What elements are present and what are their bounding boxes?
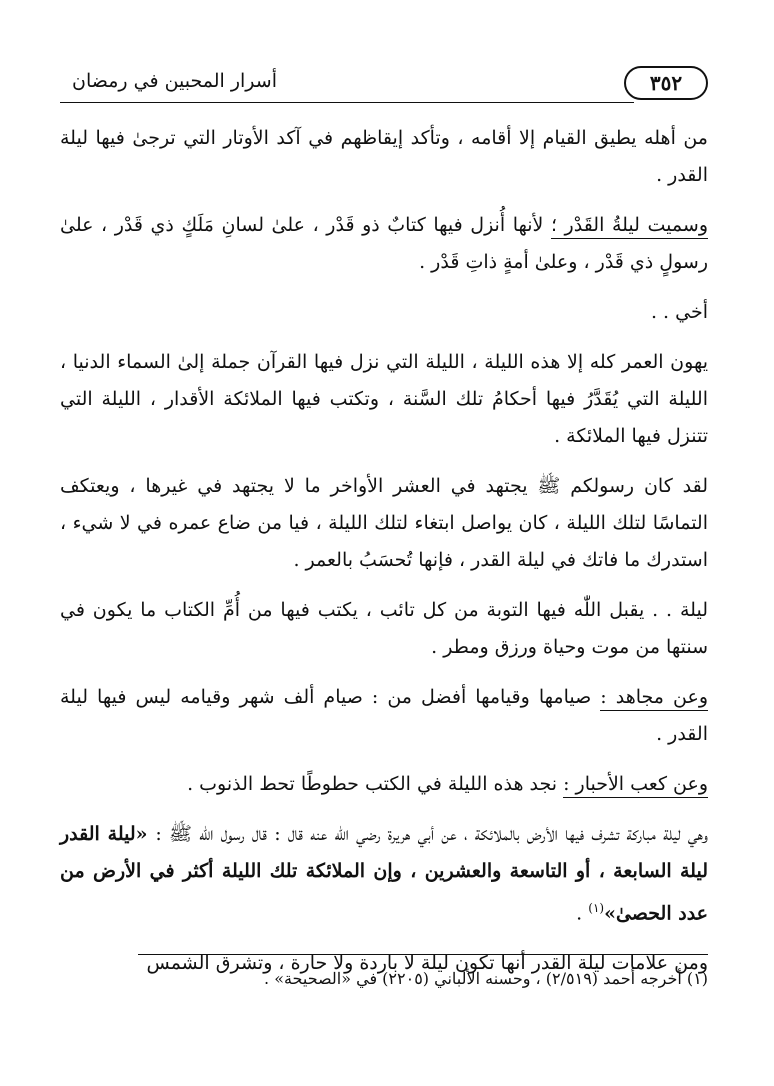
paragraph: وهي ليلة مباركة تشرف فيها الأرض بالملائكة ، عن أبي هريرة رضي الله عنه قال : قال رسول اللّٰه ﷺ : «ليلة القدر ليلة السابعة ، أو التاسعة والعشرين ، وإن الملائكة تلك الليلة أكثر في الأرض من عدد الحصىٰ»$^{(١)}$ . — [60, 823, 708, 925]
page-number-badge — [624, 66, 708, 100]
paragraph: وعن كعب الأحبار : نجد هذه الليلة في الكتب حطوطًا تحط الذنوب . — [60, 766, 708, 803]
footnote: (١) أخرجه أحمد (٢/٥١٩) ، وحسنه الألباني (٢٢٠٥) في «الصحيحة» . — [264, 969, 708, 988]
header-divider — [60, 102, 634, 103]
underlined-lead: وعن كعب الأحبار : — [563, 773, 708, 798]
paragraph: من أهله يطيق القيام إلا أقامه ، وتأكد إيقاظهم في آكد الأوتار التي ترجىٰ فيها ليلة القدر . — [60, 127, 708, 186]
running-title: أسرار المحبين في رمضان — [72, 70, 277, 92]
page-header — [60, 62, 708, 102]
page-number: ٣٥٢ — [649, 71, 683, 95]
paragraph: أخي . . — [650, 301, 708, 323]
page-body — [60, 120, 708, 995]
paragraph: وسميت ليلةُ القَدْر ؛ لأنها أُنزل فيها كتابٌ ذو قَدْر ، علىٰ لسانِ مَلَكٍ ذي قَدْر ، علىٰ رسولٍ ذي قَدْر ، وعلىٰ أمةٍ ذاتِ قَدْر . — [60, 214, 708, 273]
hadith-quote: «ليلة القدر ليلة السابعة ، أو التاسعة والعشرين ، وإن الملائكة تلك الليلة أكثر في الأرض من عدد الحصىٰ» — [60, 823, 708, 925]
paragraph: ومن علامات ليلة القدر أنها تكون ليلة لا باردة ولا حارة ، وتشرق الشمس — [146, 952, 708, 975]
footnote-marker: (١) — [588, 901, 605, 915]
footnote-divider — [138, 954, 708, 955]
book-page — [60, 62, 708, 1062]
paragraph: لقد كان رسولكم ﷺ يجتهد في العشر الأواخر ما لا يجتهد في غيرها ، ويعتكف التماسًا لتلك الليلة ، كان يواصل ابتغاء لتلك الليلة ، فيا من ضاع عمره في لا شيء ، استدرك ما فاتك في ليلة القدر ، فإنها تُحسَبُ بالعمر . — [60, 475, 708, 571]
underlined-lead: وسميت ليلةُ القَدْر ؛ — [551, 214, 708, 239]
paragraph: وعن مجاهد : صيامها وقيامها أفضل من : صيام ألف شهر وقيامه ليس فيها ليلة القدر . — [60, 686, 708, 745]
paragraph: يهون العمر كله إلا هذه الليلة ، الليلة التي نزل فيها القرآن جملة إلىٰ السماء الدنيا ، الليلة التي يُقَدَّرُ فيها أحكامُ تلك السَّنة ، وتكتب فيها الملائكة الأقدار ، الليلة التي تتنزل فيها الملائكة . — [60, 351, 708, 447]
paragraph: ليلة . . يقبل اللّٰه فيها التوبة من كل تائب ، يكتب فيها من أُمِّ الكتاب ما يكون في سنتها من موت وحياة ورزق ومطر . — [60, 599, 708, 658]
underlined-lead: وعن مجاهد : — [600, 686, 708, 711]
